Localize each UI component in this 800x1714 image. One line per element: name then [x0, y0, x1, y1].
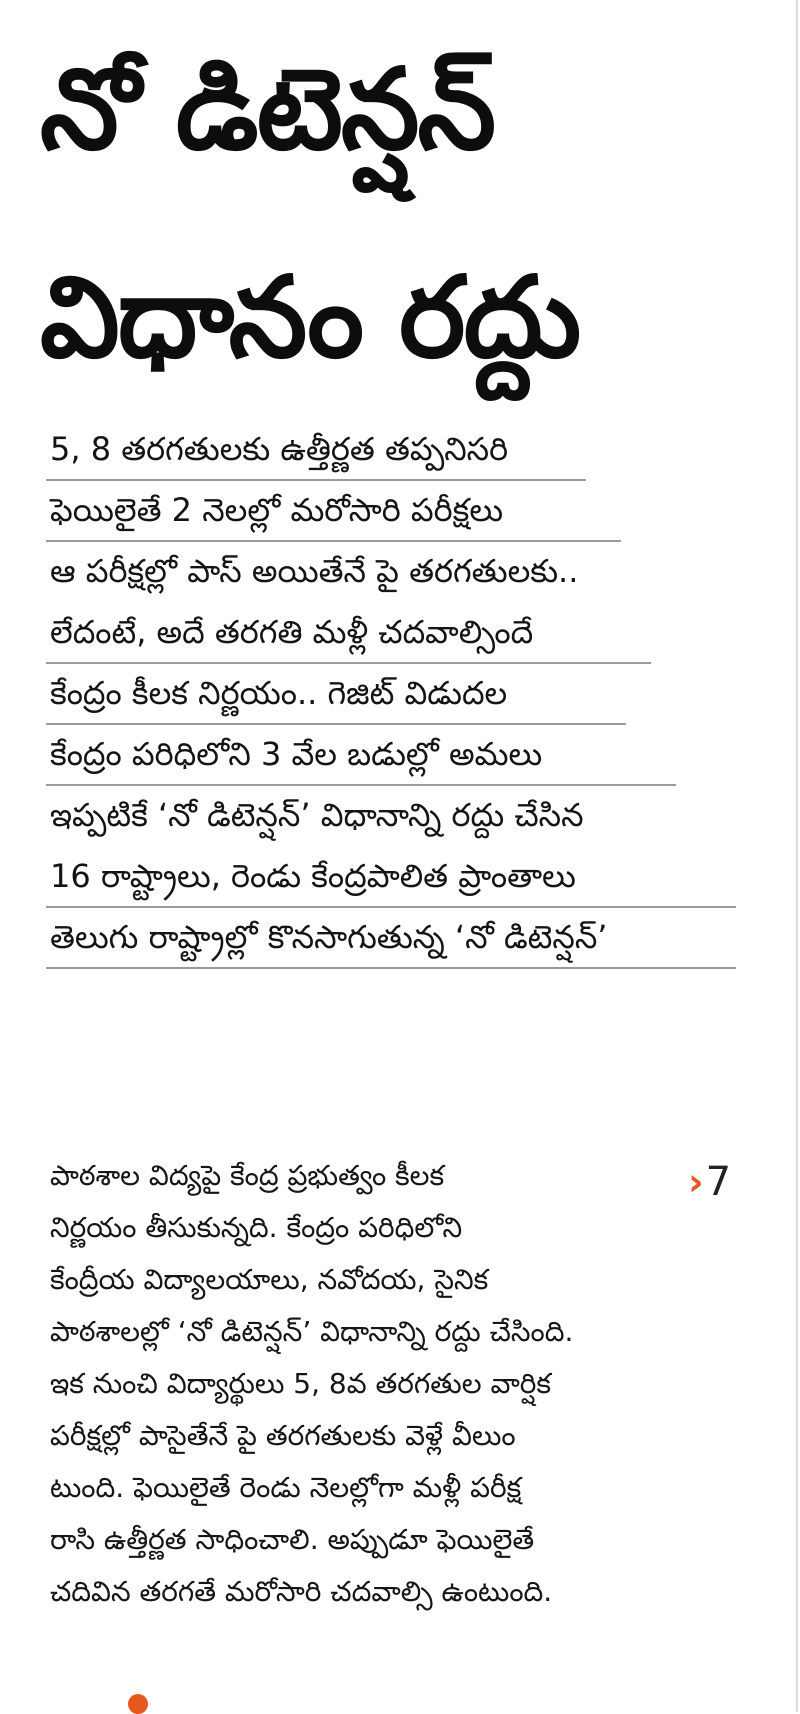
article-body — [50, 1150, 750, 1618]
deck-line-text: ఇప్పటికే ‘నో డిటెన్షన్’ విధానాన్ని రద్దు చేసిన — [50, 796, 584, 834]
deck-line — [50, 847, 750, 908]
deck-line — [50, 542, 750, 603]
deck-line — [50, 786, 750, 847]
deck-line-text: కేంద్రం కీలక నిర్ణయం.. గెజిట్ విడుదల — [50, 674, 508, 712]
deck-list — [50, 420, 750, 969]
deck-line-text: తెలుగు రాష్ట్రాల్లో కొనసాగుతున్న ‘నో డిటెన్షన్’ — [50, 918, 608, 956]
headline-line-1: నో డిటెన్షన్ — [40, 45, 495, 175]
body-line: చదివిన తరగతే మరోసారి చదవాల్సి ఉంటుంది. — [50, 1575, 553, 1608]
body-line: నిర్ణయం తీసుకున్నది. కేంద్రం పరిధిలోని — [50, 1211, 463, 1244]
body-line: టుంది. ఫెయిలైతే రెండు నెలల్లోగా మళ్లీ పరీక్ష — [50, 1471, 522, 1504]
body-line: పాఠశాల విద్యపై కేంద్ర ప్రభుత్వం కీలక — [50, 1159, 445, 1192]
footer-dot-icon — [128, 1694, 148, 1714]
deck-underline — [46, 967, 736, 969]
deck-line — [50, 420, 750, 481]
deck-line — [50, 603, 750, 664]
body-line: పాఠశాలల్లో ‘నో డిటెన్షన్’ విధానాన్ని రద్దు చేసింది. — [50, 1315, 574, 1348]
deck-line — [50, 481, 750, 542]
deck-line-text: లేదంటే, అదే తరగతి మళ్లీ చదవాల్సిందే — [50, 613, 534, 651]
body-line: రాసి ఉత్తీర్ణత సాధించాలి. అప్పుడూ ఫెయిలైతే — [50, 1523, 535, 1556]
column-divider — [796, 0, 798, 1712]
chevron-right-icon: › — [688, 1160, 704, 1204]
deck-line — [50, 725, 750, 786]
deck-line-text: ఆ పరీక్షల్లో పాస్ అయితేనే పై తరగతులకు.. — [50, 552, 579, 590]
headline-line-2: విధానం రద్దు — [40, 253, 580, 383]
deck-line — [50, 664, 750, 725]
deck-line — [50, 908, 750, 969]
deck-line-text: 5, 8 తరగతులకు ఉత్తీర్ణత తప్పనిసరి — [50, 430, 509, 468]
deck-line-text: ఫెయిలైతే 2 నెలల్లో మరోసారి పరీక్షలు — [50, 491, 504, 529]
body-line: పరీక్షల్లో పాసైతేనే పై తరగతులకు వెళ్లే వీలుం — [50, 1419, 516, 1452]
deck-line-text: కేంద్రం పరిధిలోని 3 వేల బడుల్లో అమలు — [50, 735, 543, 773]
body-line: ఇక నుంచి విద్యార్థులు 5, 8వ తరగతుల వార్షిక — [50, 1367, 552, 1400]
body-line: కేంద్రీయ విద్యాలయాలు, నవోదయ, సైనిక — [50, 1263, 489, 1296]
deck-line-text: 16 రాష్ట్రాలు, రెండు కేంద్రపాలిత ప్రాంతాలు — [50, 857, 576, 895]
jump-page-number: 7 — [705, 1159, 732, 1205]
